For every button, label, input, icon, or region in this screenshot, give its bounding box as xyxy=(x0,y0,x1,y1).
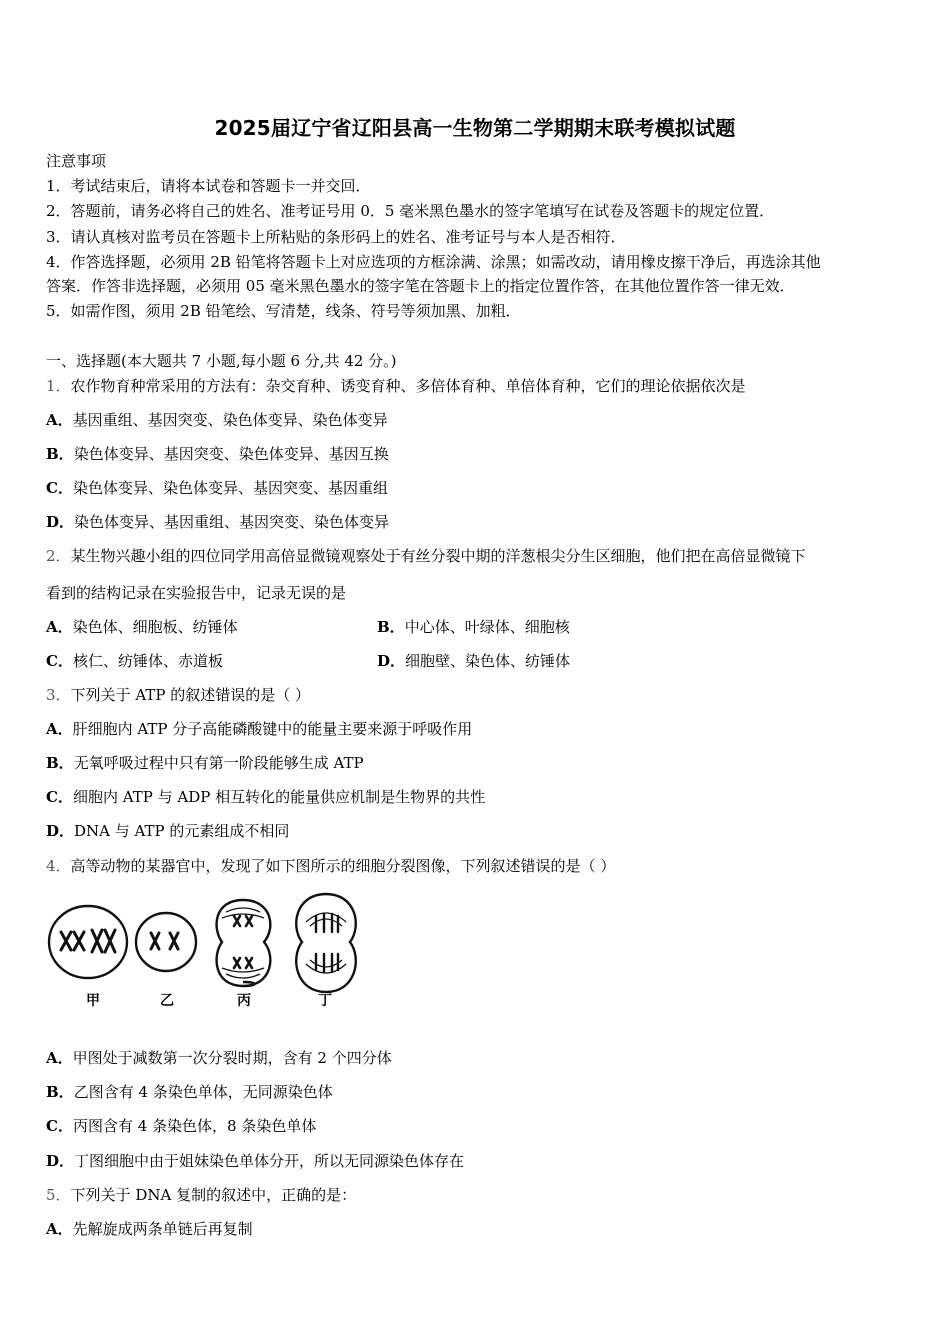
q1-stem: 农作物育种常采用的方法有：杂交育种、诱变育种、多倍体育种、单倍体育种，它们的理论依据依次是 xyxy=(70,377,746,395)
option-label: D． xyxy=(46,1152,75,1170)
q2-option-d xyxy=(377,650,570,672)
option-label: C． xyxy=(46,652,73,670)
q4-option-b xyxy=(46,1081,333,1103)
q4-option-a xyxy=(46,1047,392,1069)
option-text: 乙图含有 4 条染色单体，无同源染色体 xyxy=(73,1083,333,1101)
option-text: 细胞壁、染色体、纺锤体 xyxy=(405,652,571,670)
cell-jia xyxy=(49,906,127,978)
option-label: B． xyxy=(46,754,74,772)
option-text: 染色体变异、基因重组、基因突变、染色体变异 xyxy=(74,513,390,531)
option-label: C． xyxy=(46,1117,73,1135)
q2-stem-line-1 xyxy=(46,545,806,567)
q3-stem: 下列关于 ATP 的叙述错误的是（ ） xyxy=(70,686,310,704)
option-text: DNA 与 ATP 的元素组成不相同 xyxy=(74,822,290,840)
q4-option-c xyxy=(46,1115,316,1137)
q2-number: 2． xyxy=(46,547,71,565)
option-text: 先解旋成两条单链后再复制 xyxy=(72,1220,253,1238)
option-label: D． xyxy=(46,513,75,531)
option-label: B． xyxy=(46,445,74,463)
option-text: 染色体变异、基因突变、染色体变异、基因互换 xyxy=(73,445,389,463)
q3-number: 3． xyxy=(46,686,71,704)
q2-stem: 某生物兴趣小组的四位同学用高倍显微镜观察处于有丝分裂中期的洋葱根尖分生区细胞，他们把在高倍显微镜下 xyxy=(70,547,806,565)
q1-stem-line xyxy=(46,375,746,397)
cell-ding xyxy=(296,894,356,992)
option-text: 染色体变异、染色体变异、基因突变、基因重组 xyxy=(72,479,388,497)
q3-option-d xyxy=(46,820,289,842)
option-text: 无氧呼吸过程中只有第一阶段能够生成 ATP xyxy=(73,754,364,772)
q2-option-c xyxy=(46,650,223,672)
q4-stem: 高等动物的某器官中，发现了如下图所示的细胞分裂图像，下列叙述错误的是（ ） xyxy=(70,857,616,875)
q5-stem-line xyxy=(46,1184,356,1206)
option-text: 细胞内 ATP 与 ADP 相互转化的能量供应机制是生物界的共性 xyxy=(72,788,486,806)
q5-option-a xyxy=(46,1218,253,1240)
option-text: 中心体、叶绿体、细胞核 xyxy=(404,618,570,636)
option-label: C． xyxy=(46,479,73,497)
option-label: A． xyxy=(46,411,73,429)
q3-option-c xyxy=(46,786,485,808)
notice-item-2: 2．答题前，请务必将自己的姓名、准考证号用 0．5 毫米黑色墨水的签字笔填写在试卷及答题卡的规定位置． xyxy=(46,202,775,220)
figure-label-bing: 丙 xyxy=(237,993,251,1009)
q4-number: 4． xyxy=(46,857,71,875)
q1-option-a xyxy=(46,409,388,431)
option-text: 基因重组、基因突变、染色体变异、染色体变异 xyxy=(72,411,388,429)
q5-number: 5． xyxy=(46,1186,71,1204)
figure-label-jia: 甲 xyxy=(86,993,100,1009)
option-label: D． xyxy=(377,652,406,670)
option-text: 丙图含有 4 条染色体，8 条染色单体 xyxy=(72,1117,317,1135)
option-label: A． xyxy=(46,1049,73,1067)
option-text: 染色体、细胞板、纺锤体 xyxy=(72,618,238,636)
figure-label-ding: 丁 xyxy=(318,993,332,1009)
q2-option-b xyxy=(377,616,570,638)
q4-option-d xyxy=(46,1150,464,1172)
cell-yi xyxy=(136,913,196,971)
q2-stem-line-2: 看到的结构记录在实验报告中，记录无误的是 xyxy=(46,584,347,602)
q3-option-b xyxy=(46,752,364,774)
option-text: 丁图细胞中由于姐妹染色单体分开，所以无同源染色体存在 xyxy=(74,1152,465,1170)
figure-label-yi: 乙 xyxy=(160,993,174,1009)
notice-item-1: 1．考试结束后，请将本试卷和答题卡一并交回． xyxy=(46,177,371,195)
notice-heading: 注意事项 xyxy=(46,152,107,170)
option-label: B． xyxy=(46,1083,74,1101)
q5-stem: 下列关于 DNA 复制的叙述中，正确的是： xyxy=(70,1186,357,1204)
option-label: B． xyxy=(377,618,405,636)
option-label: A． xyxy=(46,720,73,738)
notice-item-4: 4．作答选择题，必须用 2B 铅笔将答题卡上对应选项的方框涂满、涂黑；如需改动，请用橡皮擦干净后，再选涂其他 xyxy=(46,253,821,271)
q1-option-c xyxy=(46,477,388,499)
option-label: A． xyxy=(46,618,73,636)
q3-stem-line xyxy=(46,684,310,706)
notice-item-5: 5．如需作图，须用 2B 铅笔绘、写清楚，线条、符号等须加黑、加粗． xyxy=(46,302,521,320)
option-text: 肝细胞内 ATP 分子高能磷酸键中的能量主要来源于呼吸作用 xyxy=(72,720,473,738)
option-text: 核仁、纺锤体、赤道板 xyxy=(72,652,223,670)
q3-option-a xyxy=(46,718,472,740)
notice-item-3: 3．请认真核对监考员在答题卡上所粘贴的条形码上的姓名、准考证号与本人是否相符． xyxy=(46,228,626,246)
q1-option-b xyxy=(46,443,389,465)
option-text: 甲图处于减数第一次分裂时期，含有 2 个四分体 xyxy=(72,1049,392,1067)
option-label: C． xyxy=(46,788,73,806)
q4-stem-line xyxy=(46,855,615,877)
option-label: A． xyxy=(46,1220,73,1238)
page-title: 2025届辽宁省辽阳县高一生物第二学期期末联考模拟试题 xyxy=(214,116,736,140)
cell-bing xyxy=(217,900,271,986)
q1-option-d xyxy=(46,511,389,533)
section-header: 一、选择题(本大题共 7 小题,每小题 6 分,共 42 分。) xyxy=(46,352,397,370)
option-label: D． xyxy=(46,822,75,840)
q1-number: 1． xyxy=(46,377,71,395)
q2-option-a xyxy=(46,616,238,638)
notice-item-4-cont: 答案．作答非选择题，必须用 05 毫米黑色墨水的签字笔在答题卡上的指定位置作答，在其他位置作答一律无效． xyxy=(46,277,795,295)
